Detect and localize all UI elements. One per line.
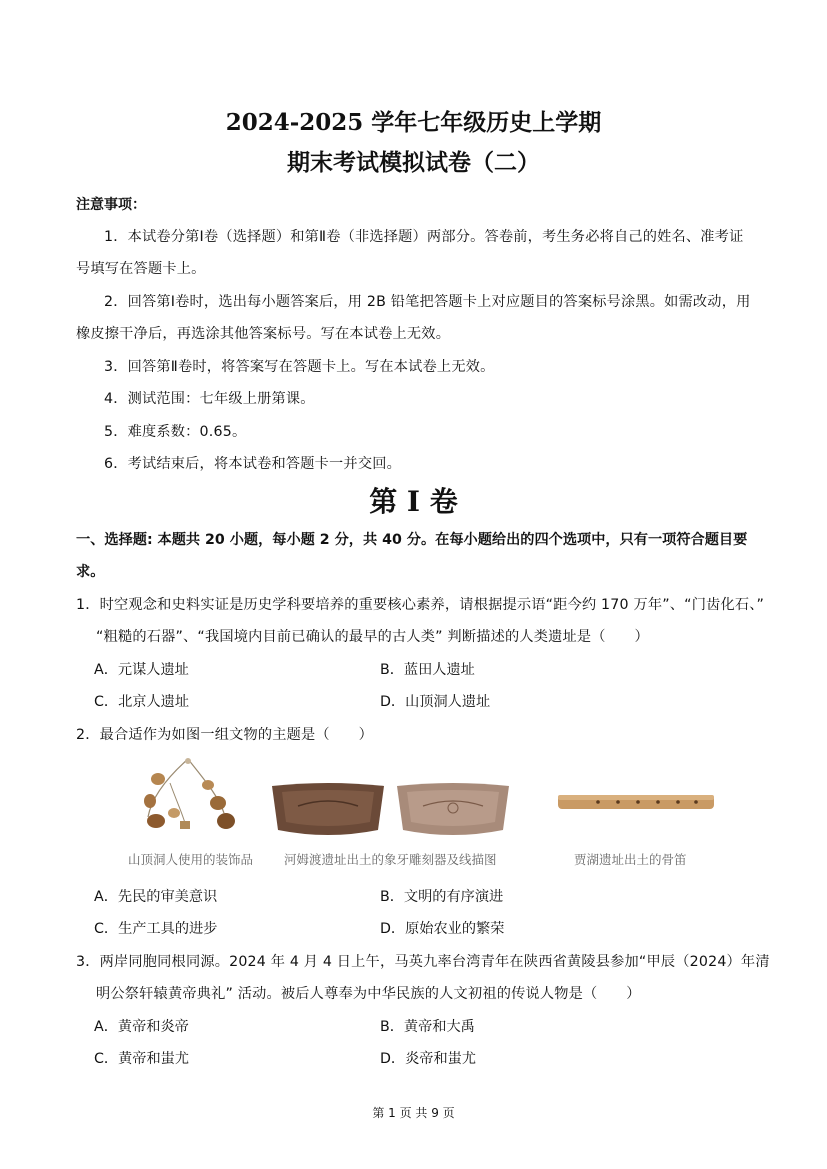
ornament-necklace-image — [130, 755, 250, 837]
question-1-stem-line1: 1．时空观念和史料实证是历史学科要培养的重要核心素养，请根据提示语“距今约 170 万年”、“门齿化石、” — [76, 597, 765, 613]
image-caption: 山顶洞人使用的装饰品 — [128, 852, 254, 867]
notice-item: 号填写在答题卡上。 — [76, 261, 206, 277]
notice-heading: 注意事项： — [76, 197, 146, 213]
question-2-option-d[interactable]: D．原始农业的繁荣 — [380, 921, 505, 937]
notice-item: 3．回答第Ⅱ卷时，将答案写在答题卡上。写在本试卷上无效。 — [104, 359, 495, 375]
question-3-stem-line1: 3．两岸同胞同根同源。2024 年 4 月 4 日上午，马英九率台湾青年在陕西省黄陵县参加“甲辰（2024）年清 — [76, 954, 770, 970]
notice-item: 6．考试结束后，将本试卷和答题卡一并交回。 — [104, 456, 401, 472]
question-1-option-a[interactable]: A．元谋人遗址 — [94, 662, 189, 678]
question-1-option-d[interactable]: D．山顶洞人遗址 — [380, 694, 491, 710]
question-2-option-c[interactable]: C．生产工具的进步 — [94, 921, 218, 937]
bone-flute-image — [556, 785, 716, 821]
section-heading-line1: 一、选择题: 本题共 20 小题，每小题 2 分，共 40 分。在每小题给出的四个选项中，只有一项符合题目要 — [76, 532, 748, 548]
image-caption: 河姆渡遗址出土的象牙雕刻器及线描图 — [284, 852, 497, 867]
notice-item: 橡皮擦干净后，再选涂其他答案标号。写在本试卷上无效。 — [76, 326, 451, 342]
page-number: 第 1 页 共 9 页 — [372, 1106, 455, 1120]
notice-item: 4．测试范围：七年级上册第课。 — [104, 391, 315, 407]
exam-title-line2: 期末考试模拟试卷（二） — [287, 149, 540, 176]
exam-title-line1: 2024-2025 学年七年级历史上学期 — [225, 109, 602, 136]
question-3-option-b[interactable]: B．黄帝和大禹 — [380, 1019, 475, 1035]
question-1-stem-line2: “粗糙的石器”、“我国境内目前已确认的最早的古人类” 判断描述的人类遗址是（ ） — [96, 629, 649, 645]
question-2-option-b[interactable]: B．文明的有序演进 — [380, 889, 504, 905]
question-3-option-a[interactable]: A．黄帝和炎帝 — [94, 1019, 189, 1035]
image-caption: 贾湖遗址出土的骨笛 — [574, 852, 687, 867]
question-1-option-c[interactable]: C．北京人遗址 — [94, 694, 190, 710]
notice-item: 2．回答第Ⅰ卷时，选出每小题答案后，用 2B 铅笔把答题卡上对应题目的答案标号涂黑。如需改动，用 — [104, 294, 751, 310]
question-2-stem: 2．最合适作为如图一组文物的主题是（ ） — [76, 727, 373, 743]
notice-item: 1．本试卷分第Ⅰ卷（选择题）和第Ⅱ卷（非选择题）两部分。答卷前，考生务必将自己的姓名、准考证 — [104, 229, 744, 245]
ivory-carving-image — [268, 778, 388, 842]
question-2-option-a[interactable]: A．先民的审美意识 — [94, 889, 218, 905]
question-3-option-c[interactable]: C．黄帝和蚩尤 — [94, 1051, 190, 1067]
ivory-carving-line-drawing-image — [393, 778, 513, 842]
section-heading-line2: 求。 — [76, 564, 105, 580]
volume-title: 第 I 卷 — [369, 485, 458, 518]
question-3-stem-line2: 明公祭轩辕黄帝典礼” 活动。被后人尊奉为中华民族的人文初祖的传说人物是（ ） — [96, 986, 641, 1002]
question-1-option-b[interactable]: B．蓝田人遗址 — [380, 662, 475, 678]
question-3-option-d[interactable]: D．炎帝和蚩尤 — [380, 1051, 477, 1067]
notice-item: 5．难度系数：0.65。 — [104, 424, 247, 440]
